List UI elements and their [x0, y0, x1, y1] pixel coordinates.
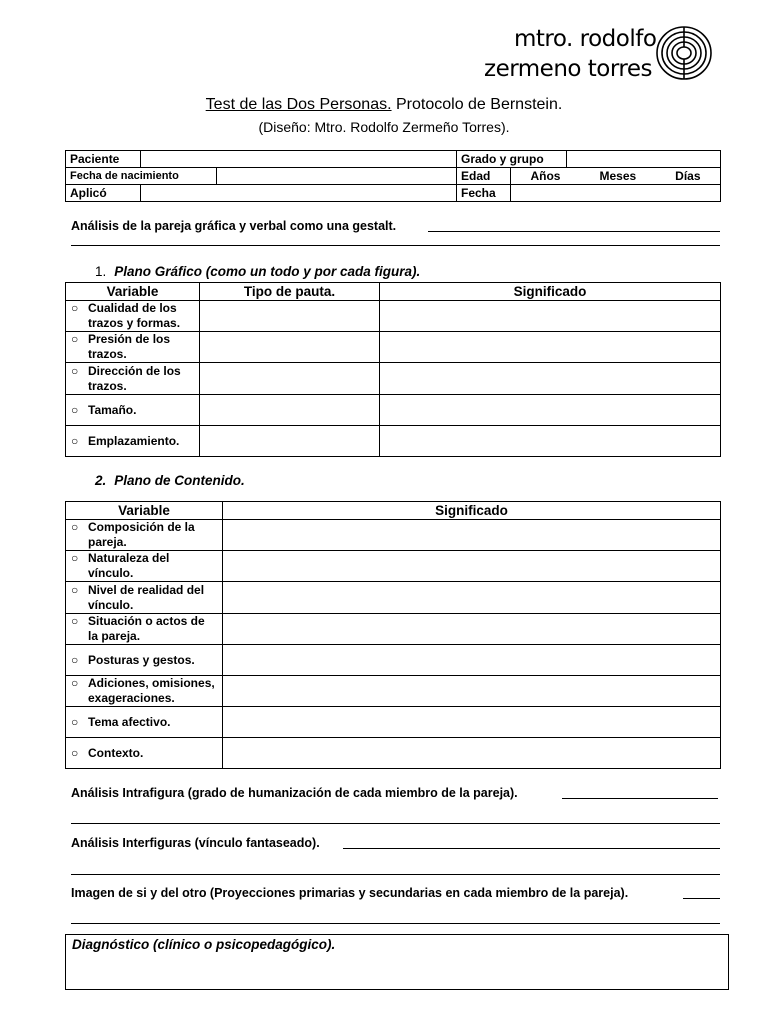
significado-cell[interactable] [223, 582, 721, 614]
plano-grafico-number: 1. [95, 264, 107, 279]
label-fecha-nacimiento: Fecha de nacimiento [66, 168, 217, 185]
analisis-intrafigura-label: Análisis Intrafigura (grado de humanización de cada miembro de la pareja). [71, 786, 518, 800]
variable-label: Composición de la pareja. [88, 520, 195, 549]
table-row-variable: ○ Dirección de los trazos. [66, 363, 200, 395]
tipo-pauta-cell[interactable] [200, 332, 380, 363]
analisis-intrafigura-line-1[interactable] [562, 798, 718, 799]
variable-label: Contexto. [88, 745, 144, 760]
variable-label: Emplazamiento. [88, 433, 180, 448]
analisis-interfiguras-label: Análisis Interfiguras (vínculo fantaseado). [71, 836, 320, 850]
patient-info-table [65, 150, 721, 202]
column-header-variable: Variable [66, 502, 223, 520]
imagen-line-2[interactable] [71, 923, 720, 924]
field-grado[interactable] [567, 151, 721, 168]
title-rest: Protocolo de Bernstein. [391, 96, 563, 113]
analisis-pareja-line-2[interactable] [71, 245, 720, 246]
field-aplico[interactable] [141, 185, 457, 202]
column-header-variable: Variable [66, 283, 200, 301]
label-fecha: Fecha [457, 185, 511, 202]
variable-label: Posturas y gestos. [88, 652, 195, 667]
label-grado: Grado y grupo [457, 151, 567, 168]
variable-label: Dirección de los trazos. [88, 363, 181, 393]
tipo-pauta-cell[interactable] [200, 363, 380, 395]
label-meses: Meses [599, 168, 637, 183]
imagen-line-1[interactable] [683, 898, 720, 899]
table-row-variable: ○ Tema afectivo. [66, 707, 223, 738]
significado-cell[interactable] [380, 426, 721, 457]
label-edad: Edad [457, 168, 511, 185]
plano-contenido-table [65, 501, 721, 769]
table-row-variable: ○ Nivel de realidad del vínculo. [66, 582, 223, 614]
table-row-variable: ○ Posturas y gestos. [66, 645, 223, 676]
logo-line-1: mtro. rodolfo [514, 26, 657, 52]
plano-contenido-number: 2. [95, 473, 107, 488]
variable-label: Nivel de realidad del vínculo. [88, 582, 205, 612]
title-underlined: Test de las Dos Personas. [205, 96, 392, 113]
analisis-pareja-line-1[interactable] [428, 231, 720, 232]
imagen-label: Imagen de si y del otro (Proyecciones primarias y secundarias en cada miembro de la pareja). [71, 886, 629, 900]
tipo-pauta-cell[interactable] [200, 426, 380, 457]
significado-cell[interactable] [380, 395, 721, 426]
analisis-pareja-label: Análisis de la pareja gráfica y verbal como una gestalt. [71, 219, 397, 233]
table-row-variable: ○ Presión de los trazos. [66, 332, 200, 363]
analisis-intrafigura-line-2[interactable] [71, 823, 720, 824]
page-title [0, 96, 768, 114]
plano-grafico-table [65, 282, 721, 457]
table-row-variable: ○ Adiciones, omisiones, exageraciones. [66, 676, 223, 707]
analisis-interfiguras-line-2[interactable] [71, 874, 720, 875]
column-header-tipo-pauta: Tipo de pauta. [200, 283, 380, 301]
label-anos: Años [530, 168, 561, 183]
analisis-interfiguras-line-1[interactable] [343, 848, 720, 849]
field-fecha[interactable] [511, 185, 721, 202]
table-row-variable: ○ Emplazamiento. [66, 426, 200, 457]
logo-line-2: zermeno torres [484, 56, 653, 82]
significado-cell[interactable] [380, 301, 721, 332]
variable-label: Tamaño. [88, 402, 137, 417]
field-edad[interactable] [511, 168, 721, 185]
significado-cell[interactable] [380, 332, 721, 363]
table-row-variable: ○ Situación o actos de la pareja. [66, 614, 223, 645]
variable-label: Presión de los trazos. [88, 332, 171, 361]
plano-contenido-title: Plano de Contenido. [114, 473, 245, 488]
tipo-pauta-cell[interactable] [200, 395, 380, 426]
significado-cell[interactable] [223, 645, 721, 676]
significado-cell[interactable] [223, 738, 721, 769]
column-header-significado: Significado [223, 502, 721, 520]
variable-label: Situación o actos de la pareja. [88, 614, 205, 643]
logo-text [484, 24, 657, 84]
field-paciente[interactable] [141, 151, 457, 168]
labyrinth-icon [654, 24, 714, 87]
label-paciente: Paciente [66, 151, 141, 168]
plano-grafico-heading [95, 264, 420, 279]
label-aplico: Aplicó [66, 185, 141, 202]
variable-label: Cualidad de los trazos y formas. [88, 301, 181, 330]
tipo-pauta-cell[interactable] [200, 301, 380, 332]
diagnostico-label: Diagnóstico (clínico o psicopedagógico). [72, 937, 336, 952]
table-row-variable: ○ Tamaño. [66, 395, 200, 426]
table-row-variable: ○ Naturaleza del vínculo. [66, 551, 223, 582]
plano-grafico-title: Plano Gráfico (como un todo y por cada figura). [114, 264, 421, 279]
variable-label: Tema afectivo. [88, 714, 171, 729]
significado-cell[interactable] [223, 614, 721, 645]
table-row-variable: ○ Cualidad de los trazos y formas. [66, 301, 200, 332]
table-row-variable: ○ Composición de la pareja. [66, 520, 223, 551]
column-header-significado: Significado [380, 283, 721, 301]
significado-cell[interactable] [223, 551, 721, 582]
variable-label: Naturaleza del vínculo. [88, 551, 170, 580]
table-row-variable: ○ Contexto. [66, 738, 223, 769]
significado-cell[interactable] [380, 363, 721, 395]
significado-cell[interactable] [223, 520, 721, 551]
plano-contenido-heading [95, 473, 245, 488]
page-subtitle: (Diseño: Mtro. Rodolfo Zermeño Torres). [258, 119, 510, 135]
field-fecha-nacimiento[interactable] [217, 168, 457, 185]
diagnostico-box[interactable] [65, 934, 729, 990]
significado-cell[interactable] [223, 707, 721, 738]
variable-label: Adiciones, omisiones, exageraciones. [88, 676, 215, 705]
significado-cell[interactable] [223, 676, 721, 707]
label-dias: Días [675, 168, 701, 183]
